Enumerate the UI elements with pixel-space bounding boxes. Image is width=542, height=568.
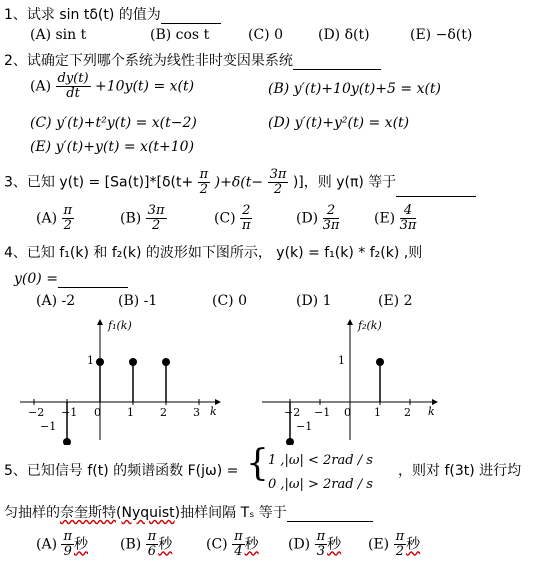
x-tick-label: −1 (61, 406, 78, 419)
option-label: (D) (288, 536, 315, 553)
stem-point (162, 358, 170, 366)
q5-option-b[interactable] (120, 530, 172, 559)
q5-stem: 5、已知信号 f(t) 的频谱函数 F(jω) = (4, 463, 239, 479)
x-tick-label: −2 (28, 406, 45, 419)
option-label: (C) (206, 536, 233, 553)
numerator: π (395, 529, 405, 544)
f2-stem-plot (262, 315, 442, 445)
q5-option-c[interactable] (206, 530, 259, 559)
x-tick-label: 2 (160, 406, 167, 419)
q2-option-e[interactable]: (E) y′(t)+y(t) = x(t+10) (30, 139, 195, 155)
q5-piecewise (246, 443, 269, 484)
q4-option-a[interactable]: (A) -2 (36, 293, 76, 309)
k-label: k (210, 405, 217, 418)
answer-blank[interactable] (287, 507, 373, 522)
unit-seconds: 秒 (244, 536, 259, 553)
y-tick-neg1: −1 (296, 420, 313, 433)
q3-option-c[interactable]: (C) $\frac{2}{\pi}$ (214, 203, 251, 233)
stem-point (129, 358, 137, 366)
q2-option-a[interactable]: (A) $\frac{dy(t)}{dt}$ +10y(t) = x(t) (30, 71, 195, 101)
denominator: 6 (147, 544, 157, 559)
numerator: π (234, 529, 243, 544)
answer-blank[interactable] (396, 182, 476, 197)
case-2: 0 ,|ω| > 2rad / s (268, 477, 373, 492)
q4-stem: 4、已知 f₁(k) 和 f₂(k) 的波形如下图所示， y(k) = f₁(k) * f₂(k) ,则 (4, 245, 423, 261)
q3-option-b[interactable]: (B) $\frac{3\pi}{2}$ (120, 203, 165, 233)
unit-seconds: 秒 (406, 536, 421, 553)
fraction (315, 530, 328, 559)
x-tick-label: 1 (374, 406, 381, 419)
numerator: π (63, 529, 73, 544)
unit-seconds: 秒 (327, 536, 342, 553)
q1-option-a[interactable]: (A) sin t (30, 27, 87, 43)
x-tick-label: −2 (284, 406, 301, 419)
answer-blank[interactable] (161, 9, 221, 24)
stem-point (286, 438, 294, 445)
q5-option-d[interactable] (288, 530, 341, 559)
denominator: 4 (234, 544, 243, 559)
q3-option-d[interactable]: (D) $\frac{2}{3\pi}$ (296, 203, 340, 233)
f1-stem-plot (20, 315, 225, 445)
numerator: π (147, 529, 157, 544)
q1-option-d[interactable]: (D) δ(t) (318, 27, 370, 43)
q1-option-e[interactable]: (E) −δ(t) (410, 27, 473, 43)
q4-option-b[interactable]: (B) -1 (118, 293, 158, 309)
q5-tail: ，则对 f(3t) 进行均 (398, 463, 522, 479)
x-tick-label: 3 (193, 406, 200, 419)
q5-option-a[interactable] (36, 530, 88, 559)
q2-option-d[interactable]: (D) y′(t)+y²(t) = x(t) (268, 115, 410, 131)
q4-option-e[interactable]: (E) 2 (378, 293, 413, 309)
answer-blank[interactable] (293, 55, 381, 70)
unit-seconds: 秒 (158, 536, 173, 553)
f2-title: f₂(k) (358, 319, 382, 332)
k-label: k (428, 405, 435, 418)
q2-option-c[interactable]: (C) y′(t)+t²y(t) = x(t−2) (30, 115, 197, 131)
q4-option-c[interactable]: (C) 0 (212, 293, 247, 309)
left-brace: { (246, 443, 269, 484)
y-tick-1: 1 (87, 354, 94, 367)
unit-seconds: 秒 (74, 536, 89, 553)
x-tick-label: −1 (314, 406, 331, 419)
fraction (61, 530, 74, 559)
q1-stem: 1、试求 sin tδ(t) 的值为 (4, 6, 221, 24)
f1-title: f₁(k) (108, 319, 132, 332)
stem-point (63, 438, 71, 445)
fraction (232, 530, 245, 559)
x-tick-label: 1 (127, 406, 134, 419)
stem-point (376, 358, 384, 366)
y-tick-neg1: −1 (40, 420, 57, 433)
option-label: (A) (36, 536, 62, 553)
stem-point (96, 358, 104, 366)
option-label: (E) (368, 536, 394, 553)
y-tick-1: 1 (338, 354, 345, 367)
q4-option-d[interactable]: (D) 1 (296, 293, 332, 309)
denominator: 3 (316, 544, 326, 559)
q5-option-e[interactable] (368, 530, 420, 559)
option-label: (B) (120, 536, 146, 553)
denominator: 9 (63, 544, 72, 559)
x-tick-label: 0 (94, 406, 101, 419)
q5-line2: 匀抽样的奈奎斯特(Nyquist)抽样间隔 Tₛ 等于 (4, 504, 373, 522)
denominator: 2 (395, 544, 404, 559)
fraction: $\frac{dy(t)}{dt}$ (57, 71, 89, 101)
q2-option-b[interactable]: (B) y′(t)+10y(t)+5 = x(t) (268, 81, 442, 97)
fraction (394, 530, 407, 559)
x-tick-label: 2 (404, 406, 411, 419)
answer-blank[interactable] (58, 273, 128, 288)
q1-option-b[interactable]: (B) cos t (150, 27, 210, 43)
q4-y0: y(0) = (14, 270, 128, 288)
q3-option-e[interactable]: (E) $\frac{4}{3\pi}$ (374, 203, 417, 233)
x-tick-label: 0 (344, 406, 351, 419)
q3-option-a[interactable]: (A) $\frac{\pi}{2}$ (36, 203, 73, 233)
q1-option-c[interactable]: (C) 0 (248, 27, 283, 43)
case-1: 1 ,|ω| < 2rad / s (268, 453, 373, 468)
fraction (146, 530, 159, 559)
numerator: π (316, 529, 326, 544)
q3-stem: 3、已知 y(t) = [Sa(t)]*[δ(t+ $\frac{\pi}{2}$ )+δ(t− $\frac{3\pi}{2}$ )]，则 y(π) 等于 (4, 168, 476, 197)
q2-stem: 2、试确定下列哪个系统为线性非时变因果系统 (4, 52, 381, 70)
